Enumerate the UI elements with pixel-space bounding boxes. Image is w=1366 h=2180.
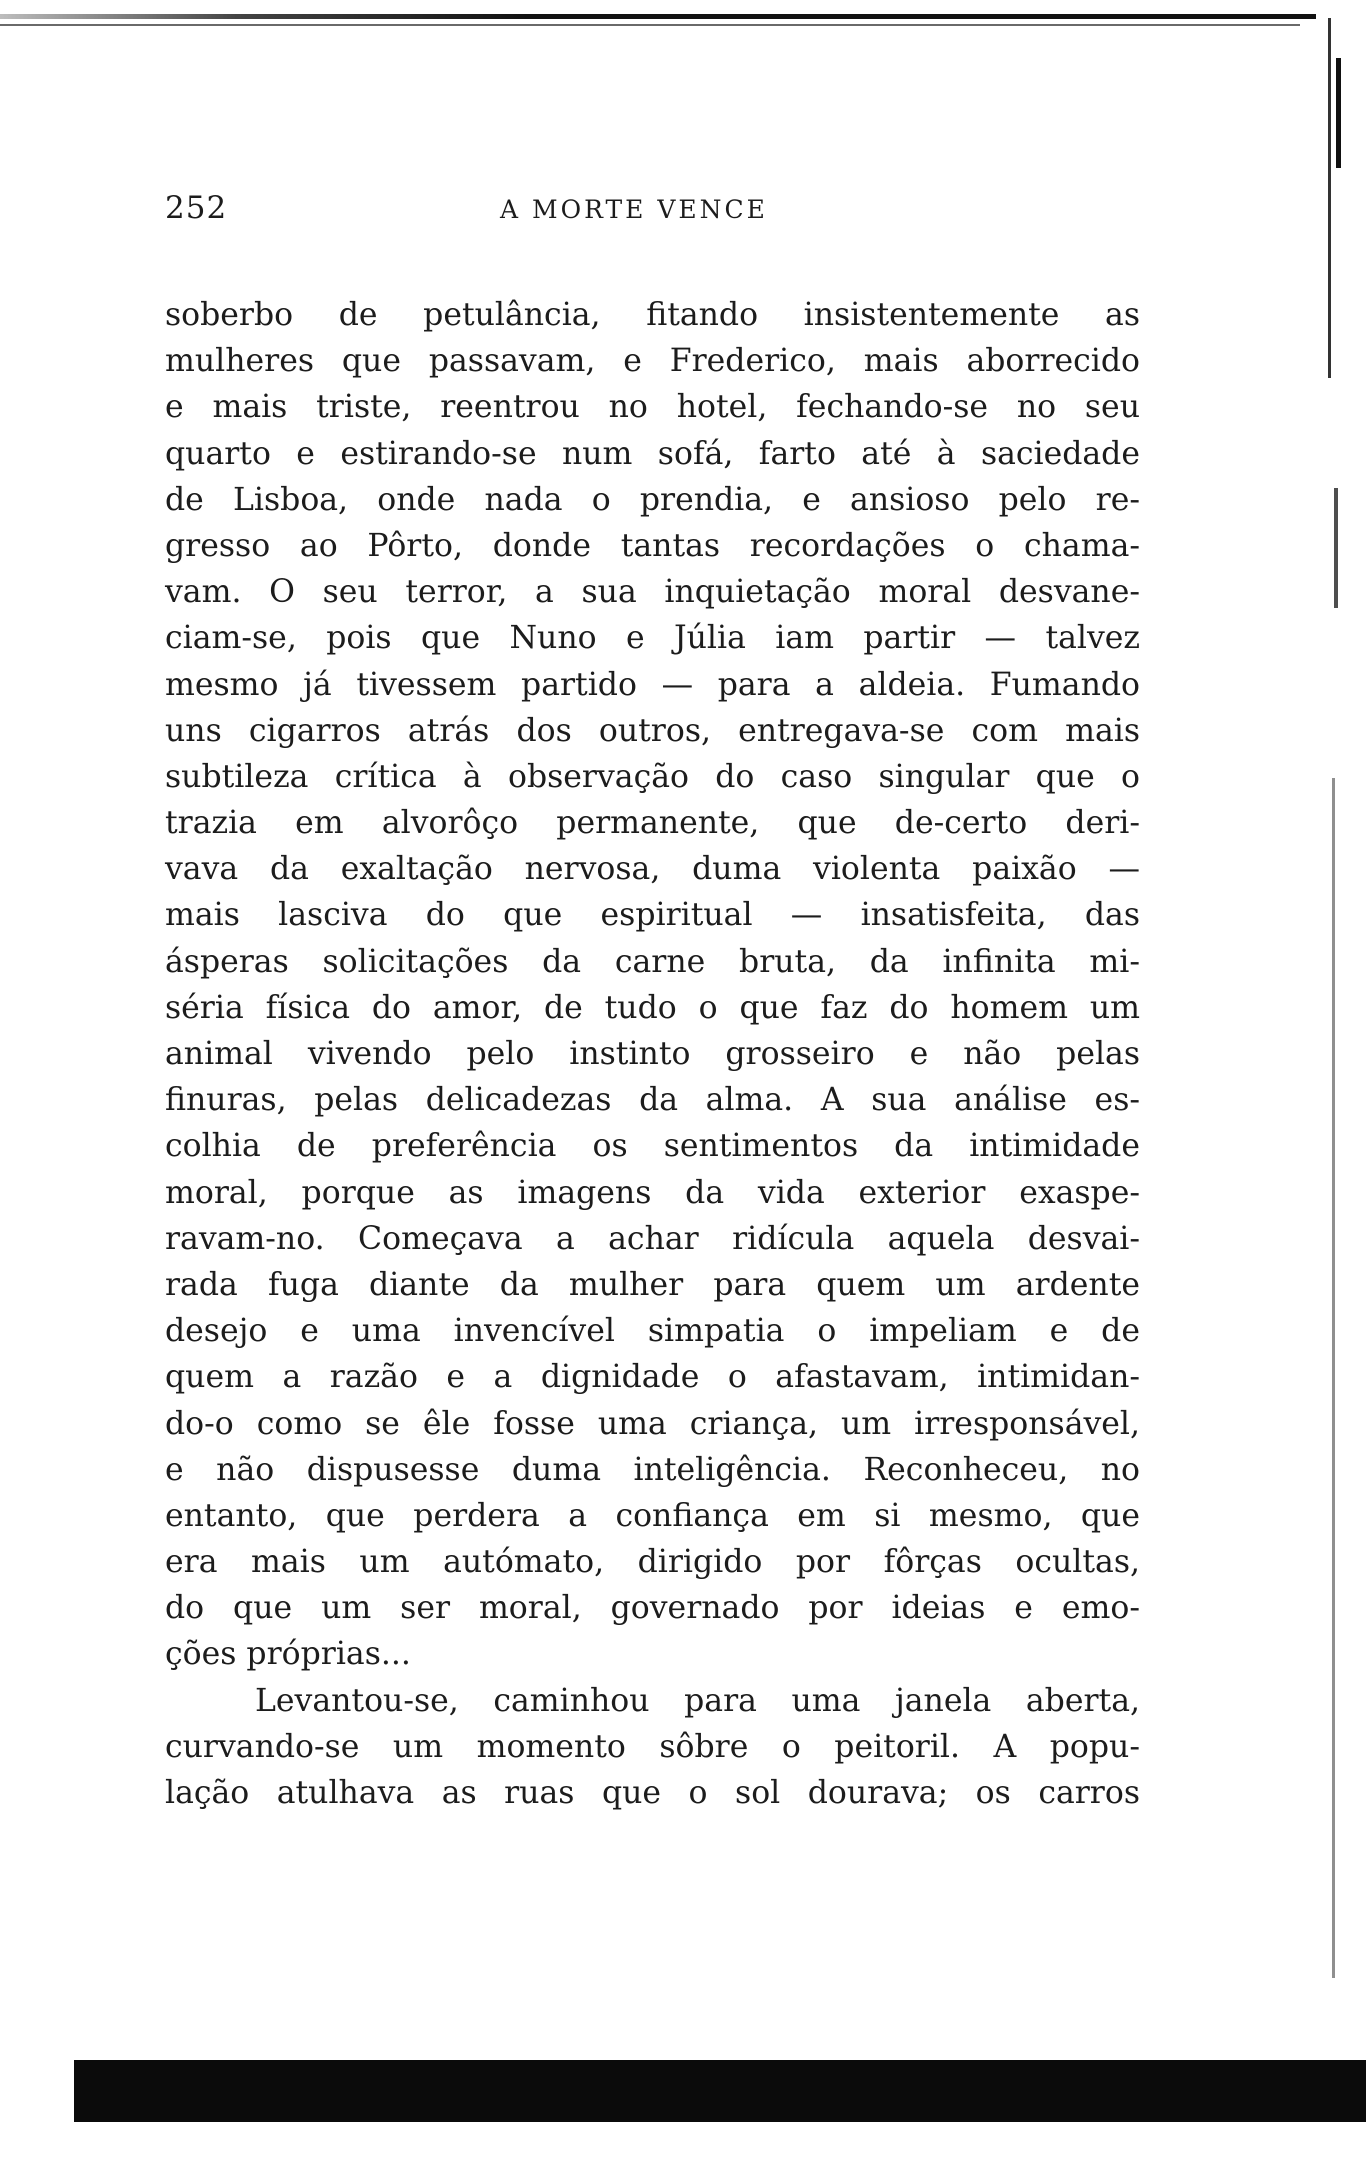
text-line: trazia em alvorôço permanente, que de-certo deri-	[165, 805, 1140, 842]
page-number: 252	[165, 190, 228, 226]
text-line: e mais triste, reentrou no hotel, fechando-se no seu	[165, 389, 1140, 426]
text-line: ções próprias...	[165, 1636, 411, 1673]
text-line: soberbo de petulância, fitando insistentemente as	[165, 297, 1140, 333]
text-line: gresso ao Pôrto, donde tantas recordações o chama-	[165, 527, 1140, 564]
text-line: animal vivendo pelo instinto grosseiro e não pelas	[165, 1036, 1140, 1072]
text-line: desejo e uma invencível simpatia o impeliam e de	[165, 1313, 1140, 1350]
running-title: A MORTE VENCE	[500, 195, 768, 224]
text-line: séria física do amor, de tudo o que faz do homem um	[165, 989, 1140, 1026]
text-line: de Lisboa, onde nada o prendia, e ansioso pelo re-	[165, 481, 1140, 518]
text-line: era mais um autómato, dirigido por fôrças ocultas,	[165, 1544, 1140, 1581]
text-line: entanto, que perdera a confiança em si mesmo, que	[165, 1497, 1140, 1534]
text-line: mesmo já tivessem partido — para a aldeia. Fumando	[165, 666, 1140, 703]
text-line: uns cigarros atrás dos outros, entregava-se com mais	[165, 712, 1140, 749]
bottom-scan-edge	[74, 2060, 1366, 2122]
text-line: quem a razão e a dignidade o afastavam, intimidan-	[165, 1359, 1140, 1396]
text-line: mais lasciva do que espiritual — insatisfeita, das	[165, 897, 1140, 934]
text-line: ásperas solicitações da carne bruta, da infinita mi-	[165, 943, 1140, 980]
text-line: do que um ser moral, governado por ideias e emo-	[165, 1590, 1140, 1627]
page-header	[165, 190, 1140, 234]
text-line: moral, porque as imagens da vida exterior exaspe-	[165, 1174, 1140, 1211]
text-line: do-o como se êle fosse uma criança, um irresponsável,	[165, 1405, 1140, 1442]
text-line: ravam-no. Começava a achar ridícula aquela desvai-	[165, 1220, 1140, 1257]
text-line: colhia de preferência os sentimentos da intimidade	[165, 1128, 1140, 1165]
text-line: mulheres que passavam, e Frederico, mais aborrecido	[165, 343, 1140, 380]
text-line: vava da exaltação nervosa, duma violenta paixão —	[165, 851, 1140, 888]
text-line: rada fuga diante da mulher para quem um ardente	[165, 1266, 1140, 1303]
body-text	[165, 292, 1140, 1816]
book-spine-edge	[1322, 18, 1358, 2108]
text-line: curvando-se um momento sôbre o peitoril. A popu-	[165, 1728, 1140, 1765]
top-scan-edge-thin	[0, 24, 1300, 26]
text-line: finuras, pelas delicadezas da alma. A sua análise es-	[165, 1082, 1140, 1119]
text-line: ciam-se, pois que Nuno e Júlia iam partir — talvez	[165, 620, 1140, 657]
text-line-paragraph-start: Levantou-se, caminhou para uma janela aberta,	[255, 1682, 1140, 1719]
top-scan-edge	[0, 14, 1316, 19]
text-line: lação atulhava as ruas que o sol dourava; os carros	[165, 1775, 1140, 1811]
text-line: subtileza crítica à observação do caso singular que o	[165, 758, 1140, 795]
text-line: quarto e estirando-se num sofá, farto até à saciedade	[165, 435, 1140, 472]
text-line: e não dispusesse duma inteligência. Reconheceu, no	[165, 1451, 1140, 1488]
text-line: vam. O seu terror, a sua inquietação moral desvane-	[165, 574, 1140, 611]
